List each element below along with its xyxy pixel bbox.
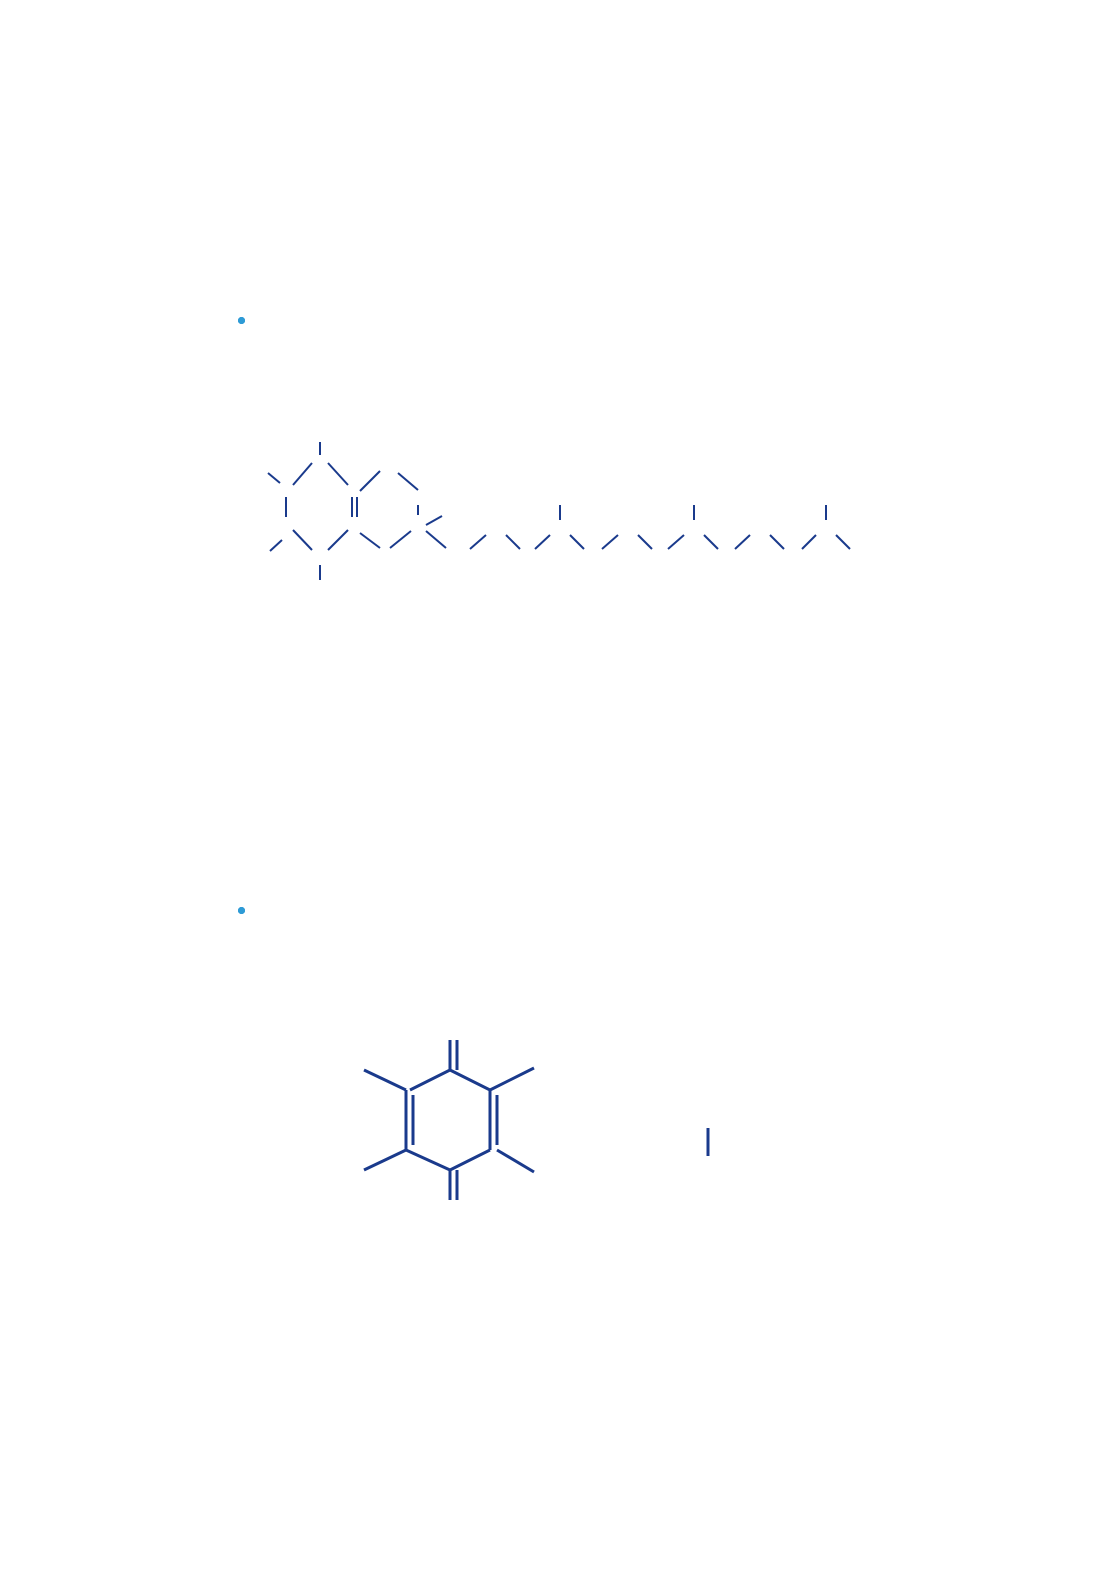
bullet-dot-icon	[238, 907, 245, 914]
coenzyme-q10-structure	[280, 1010, 880, 1230]
tocopherol-structure	[230, 415, 890, 605]
bullet-dot-icon	[238, 317, 245, 324]
